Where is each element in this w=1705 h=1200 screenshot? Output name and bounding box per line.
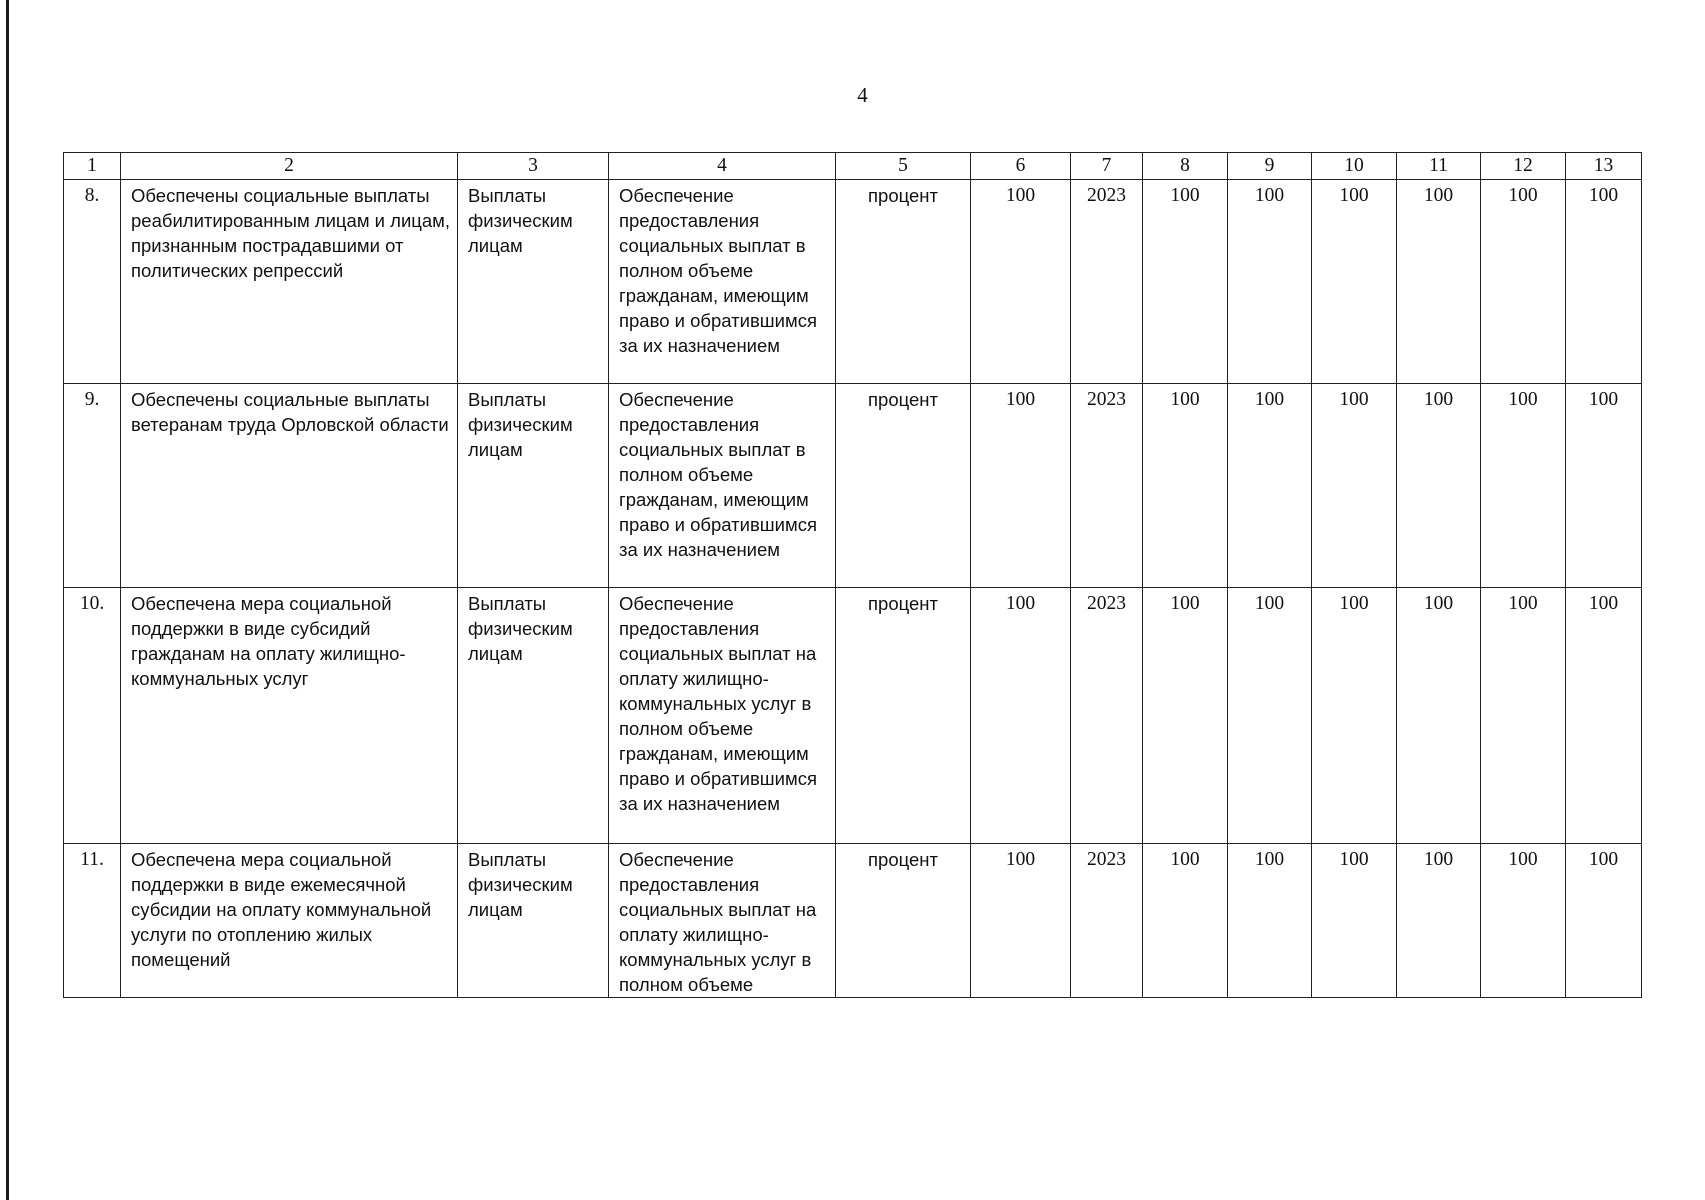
header-cell: 10	[1312, 153, 1397, 180]
value-cell: 100	[1143, 588, 1228, 844]
value-cell: 100	[1312, 384, 1397, 588]
value-cell: 100	[1397, 588, 1481, 844]
value-cell: 100	[1143, 844, 1228, 998]
description-cell: Обеспечение предоставления социальных выплат на оплату жилищно-коммунальных услуг в полном объеме	[609, 844, 836, 998]
row-index: 10.	[64, 588, 121, 844]
base-value-cell: 100	[971, 384, 1071, 588]
row-index: 11.	[64, 844, 121, 998]
base-year-cell: 2023	[1071, 844, 1143, 998]
description-cell: Обеспечение предоставления социальных выплат на оплату жилищно-коммунальных услуг в полном объеме гражданам, имеющим право и обратившимся за их назначением	[609, 588, 836, 844]
header-cell: 3	[458, 153, 609, 180]
result-cell: Обеспечена мера социальной поддержки в виде субсидий гражданам на оплату жилищно-коммунальных услуг	[121, 588, 458, 844]
value-cell: 100	[1481, 384, 1566, 588]
base-year-cell: 2023	[1071, 384, 1143, 588]
type-cell: Выплаты физическим лицам	[458, 384, 609, 588]
indicators-table	[63, 152, 1642, 998]
table-row	[64, 844, 1642, 998]
value-cell: 100	[1566, 180, 1642, 384]
type-cell: Выплаты физическим лицам	[458, 844, 609, 998]
table-row	[64, 384, 1642, 588]
value-cell: 100	[1143, 180, 1228, 384]
type-cell: Выплаты физическим лицам	[458, 588, 609, 844]
value-cell: 100	[1312, 844, 1397, 998]
header-cell: 11	[1397, 153, 1481, 180]
unit-cell: процент	[836, 588, 971, 844]
base-year-cell: 2023	[1071, 180, 1143, 384]
base-year-cell: 2023	[1071, 588, 1143, 844]
base-value-cell: 100	[971, 844, 1071, 998]
result-cell: Обеспечены социальные выплаты ветеранам труда Орловской области	[121, 384, 458, 588]
table-row	[64, 588, 1642, 844]
value-cell: 100	[1312, 180, 1397, 384]
header-cell: 2	[121, 153, 458, 180]
header-cell: 9	[1228, 153, 1312, 180]
value-cell: 100	[1397, 844, 1481, 998]
value-cell: 100	[1228, 384, 1312, 588]
base-value-cell: 100	[971, 588, 1071, 844]
description-cell: Обеспечение предоставления социальных выплат в полном объеме гражданам, имеющим право и обратившимся за их назначением	[609, 180, 836, 384]
row-index: 8.	[64, 180, 121, 384]
unit-cell: процент	[836, 844, 971, 998]
value-cell: 100	[1312, 588, 1397, 844]
value-cell: 100	[1228, 180, 1312, 384]
value-cell: 100	[1228, 844, 1312, 998]
value-cell: 100	[1397, 384, 1481, 588]
table-row	[64, 180, 1642, 384]
type-cell: Выплаты физическим лицам	[458, 180, 609, 384]
header-cell: 4	[609, 153, 836, 180]
header-cell: 6	[971, 153, 1071, 180]
value-cell: 100	[1481, 180, 1566, 384]
value-cell: 100	[1143, 384, 1228, 588]
value-cell: 100	[1397, 180, 1481, 384]
description-cell: Обеспечение предоставления социальных выплат в полном объеме гражданам, имеющим право и обратившимся за их назначением	[609, 384, 836, 588]
header-cell: 5	[836, 153, 971, 180]
value-cell: 100	[1566, 588, 1642, 844]
base-value-cell: 100	[971, 180, 1071, 384]
value-cell: 100	[1481, 844, 1566, 998]
value-cell: 100	[1481, 588, 1566, 844]
header-cell: 1	[64, 153, 121, 180]
header-cell: 8	[1143, 153, 1228, 180]
table-header-row	[64, 153, 1642, 180]
result-cell: Обеспечены социальные выплаты реабилитированным лицам и лицам, признанным пострадавшими от политических репрессий	[121, 180, 458, 384]
value-cell: 100	[1566, 384, 1642, 588]
header-cell: 12	[1481, 153, 1566, 180]
result-cell: Обеспечена мера социальной поддержки в виде ежемесячной субсидии на оплату коммунальной услуги по отоплению жилых помещений	[121, 844, 458, 998]
row-index: 9.	[64, 384, 121, 588]
value-cell: 100	[1228, 588, 1312, 844]
unit-cell: процент	[836, 180, 971, 384]
unit-cell: процент	[836, 384, 971, 588]
header-cell: 13	[1566, 153, 1642, 180]
scan-edge-line	[6, 0, 9, 1200]
header-cell: 7	[1071, 153, 1143, 180]
page-number: 4	[857, 83, 868, 107]
value-cell: 100	[1566, 844, 1642, 998]
